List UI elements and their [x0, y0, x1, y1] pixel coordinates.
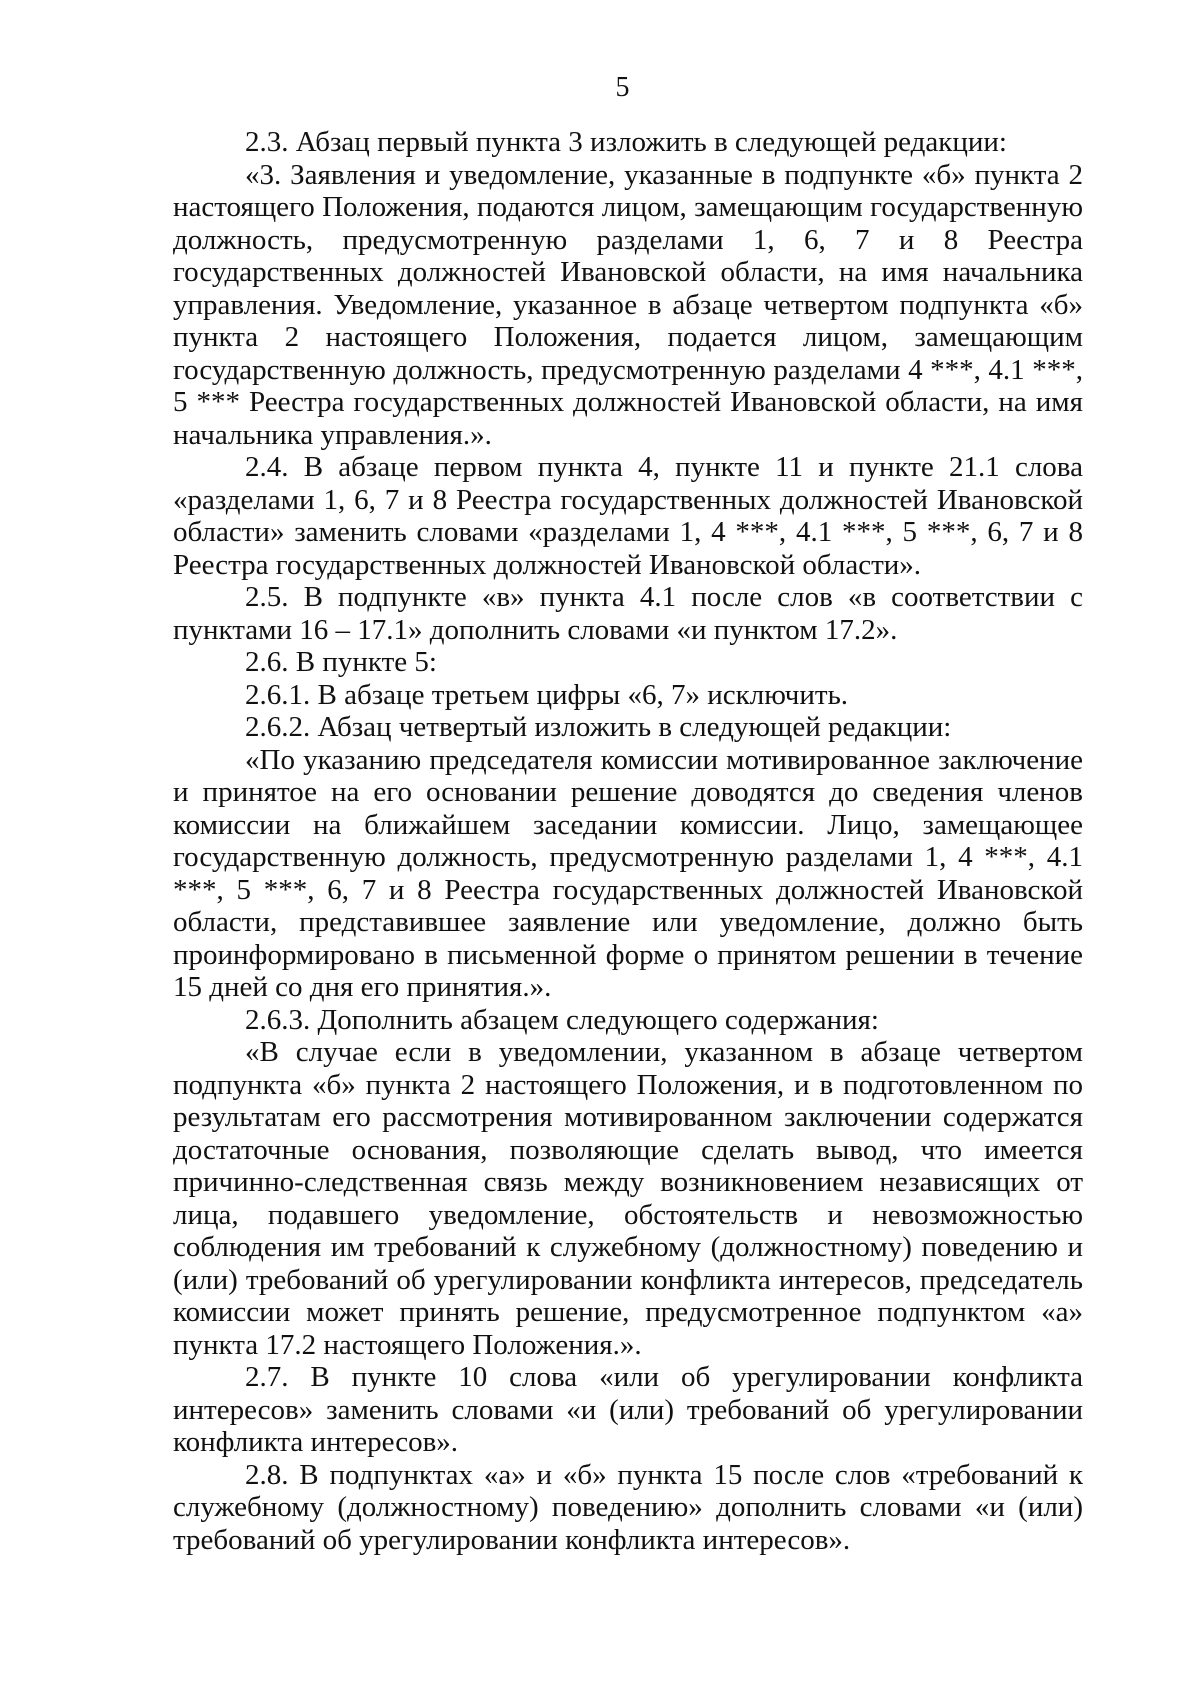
paragraph-2-4: 2.4. В абзаце первом пункта 4, пункте 11 и пункте 21.1 слова «разделами 1, 6, 7 и 8 Реестра государственных должностей Ивановской области» заменить словами «разделами 1, 4 ***, 4.1 ***, 5 ***, 6, 7 и 8 Реестра государственных должностей Ивановской области».: [173, 451, 1083, 581]
paragraph-2-7: 2.7. В пункте 10 слова «или об урегулировании конфликта интересов» заменить словами «и (или) требований об урегулировании конфликта интересов».: [173, 1361, 1083, 1458]
paragraph-quoted-abzac-4: «По указанию председателя комиссии мотивированное заключение и принятое на его основании решение доводятся до сведения членов комиссии на ближайшем заседании комиссии. Лицо, замещающее государственную должность, предусмотренную разделами 1, 4 ***, 4.1 ***, 5 ***, 6, 7 и 8 Реестра государственных должностей Ивановской области, представившее заявление или уведомление, должно быть проинформировано в письменной форме о принятом решении в течение 15 дней со дня его принятия.».: [173, 743, 1083, 1003]
paragraph-2-6-2: 2.6.2. Абзац четвертый изложить в следующей редакции:: [245, 711, 952, 743]
document-body: [173, 126, 1083, 1556]
paragraph-quoted-new-abzac: «В случае если в уведомлении, указанном в абзаце четвертом подпункта «б» пункта 2 настоящего Положения, и в подготовленном по результатам его рассмотрения мотивированном заключении содержатся достаточные основания, позволяющие сделать вывод, что имеется причинно-следственная связь между возникновением независящих от лица, подавшего уведомление, обстоятельств и невозможностью соблюдения им требований к служебному (должностному) поведению и (или) требований об урегулировании конфликта интересов, председатель комиссии может принять решение, предусмотренное подпунктом «а» пункта 17.2 настоящего Положения.».: [173, 1036, 1083, 1361]
paragraph-2-3: 2.3. Абзац первый пункта 3 изложить в следующей редакции:: [245, 126, 1007, 158]
paragraph-2-6-3: 2.6.3. Дополнить абзацем следующего содержания:: [245, 1003, 879, 1036]
page-number: 5: [615, 72, 630, 103]
paragraph-2-8: 2.8. В подпунктах «а» и «б» пункта 15 после слов «требований к служебному (должностному) поведению» дополнить словами «и (или) требований об урегулировании конфликта интересов».: [173, 1458, 1083, 1556]
paragraph-item-3-text: «3. Заявления и уведомление, указанные в подпункте «б» пункта 2 настоящего Положения, подаются лицом, замещающим государственную должность, предусмотренную разделами 1, 6, 7 и 8 Реестра государственных должностей Ивановской области, на имя начальника управления. Уведомление, указанное в абзаце четвертом подпункта «б» пункта 2 настоящего Положения, подается лицом, замещающим государственную должность, предусмотренную разделами 4 ***, 4.1 ***, 5 *** Реестра государственных должностей Ивановской области, на имя начальника управления.».: [173, 158, 1083, 451]
paragraph-2-5: 2.5. В подпункте «в» пункта 4.1 после слов «в соответствии с пунктами 16 – 17.1» дополнить словами «и пунктом 17.2».: [173, 581, 1083, 646]
paragraph-2-6-1: 2.6.1. В абзаце третьем цифры «6, 7» исключить.: [245, 678, 849, 711]
paragraph-2-6: 2.6. В пункте 5:: [245, 646, 437, 678]
